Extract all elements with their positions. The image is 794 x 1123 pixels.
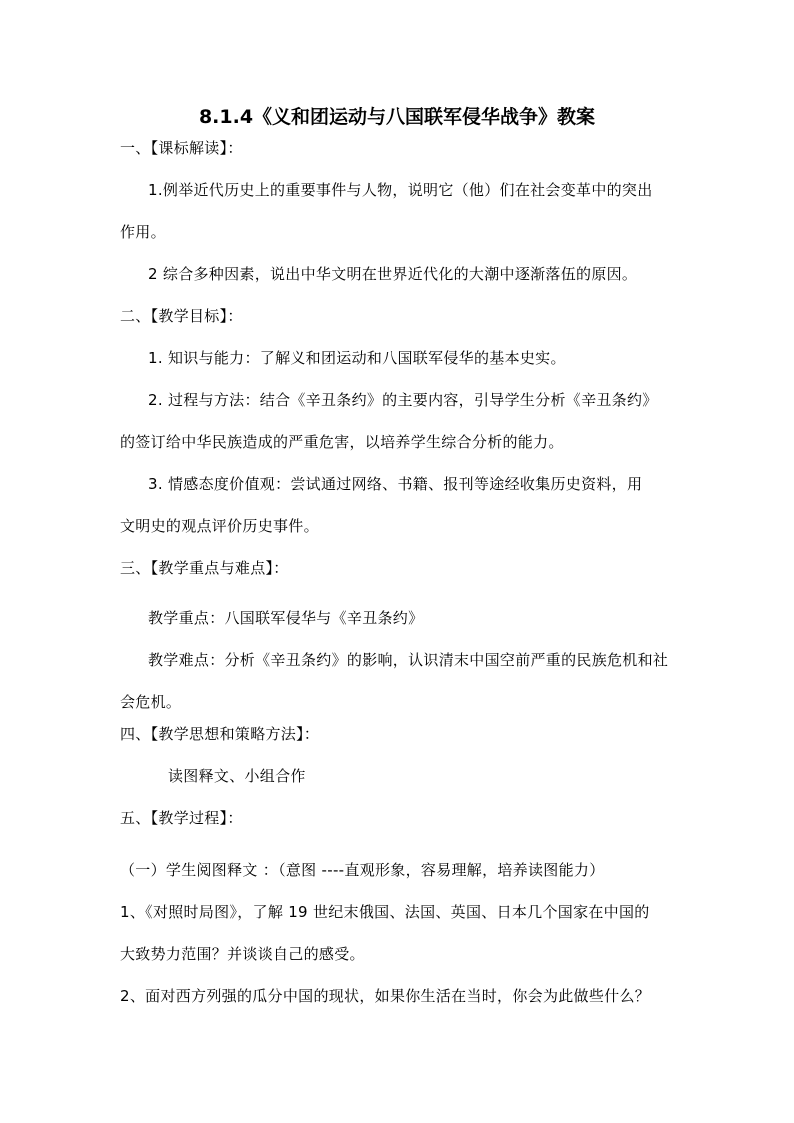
section-1-paragraph-1-line-1: 1.例举近代历史上的重要事件与人物，说明它（他）们在社会变革中的突出 [148, 181, 653, 199]
section-5-subheading-1: （一）学生阅图释文 ：（意图 ----直观形象，容易理解，培养读图能力） [120, 861, 605, 879]
section-2-paragraph-3-line-2: 文明史的观点评价历史事件。 [120, 517, 319, 535]
section-2-paragraph-1: 1. 知识与能力：了解义和团运动和八国联军侵华的基本史实。 [148, 349, 566, 367]
section-4-paragraph-1: 读图释文、小组合作 [168, 767, 306, 785]
section-5-question-1-line-1: 1、《对照时局图》，了解 19 世纪末俄国、法国、英国、日本几个国家在中国的 [120, 903, 650, 921]
section-2-heading: 二、【教学目标】： [120, 307, 243, 325]
section-1-paragraph-1-line-2: 作用。 [120, 223, 166, 241]
section-5-heading: 五、【教学过程】： [120, 809, 243, 827]
section-1-heading: 一、【课标解读】： [120, 139, 243, 157]
section-5-question-1-line-2: 大致势力范围？并谈谈自己的感受。 [120, 945, 365, 963]
section-2-paragraph-2-line-2: 的签订给中华民族造成的严重危害，以培养学生综合分析的能力。 [120, 433, 564, 451]
section-1-paragraph-2: 2 综合多种因素，说出中华文明在世界近代化的大潮中逐渐落伍的原因。 [148, 265, 638, 283]
section-3-paragraph-2-line-1: 教学难点：分析《辛丑条约》的影响，认识清末中国空前严重的民族危机和社 [148, 651, 669, 669]
section-3-heading: 三、【教学重点与难点】： [120, 559, 289, 577]
section-2-paragraph-3-line-1: 3. 情感态度价值观：尝试通过网络、书籍、报刊等途经收集历史资料，用 [148, 475, 643, 493]
section-3-paragraph-2-line-2: 会危机。 [120, 693, 182, 711]
section-4-heading: 四、【教学思想和策略方法】： [120, 725, 320, 743]
section-2-paragraph-2-line-1: 2. 过程与方法：结合《辛丑条约》的主要内容，引导学生分析《辛丑条约》 [148, 391, 658, 409]
document-title: 8.1.4《义和团运动与八国联军侵华战争》教案 [198, 106, 596, 128]
section-5-question-2: 2、面对西方列强的瓜分中国的现状，如果你生活在当时，你会为此做些什么？ [120, 987, 651, 1005]
section-3-paragraph-1: 教学重点：八国联军侵华与《辛丑条约》 [148, 609, 424, 627]
